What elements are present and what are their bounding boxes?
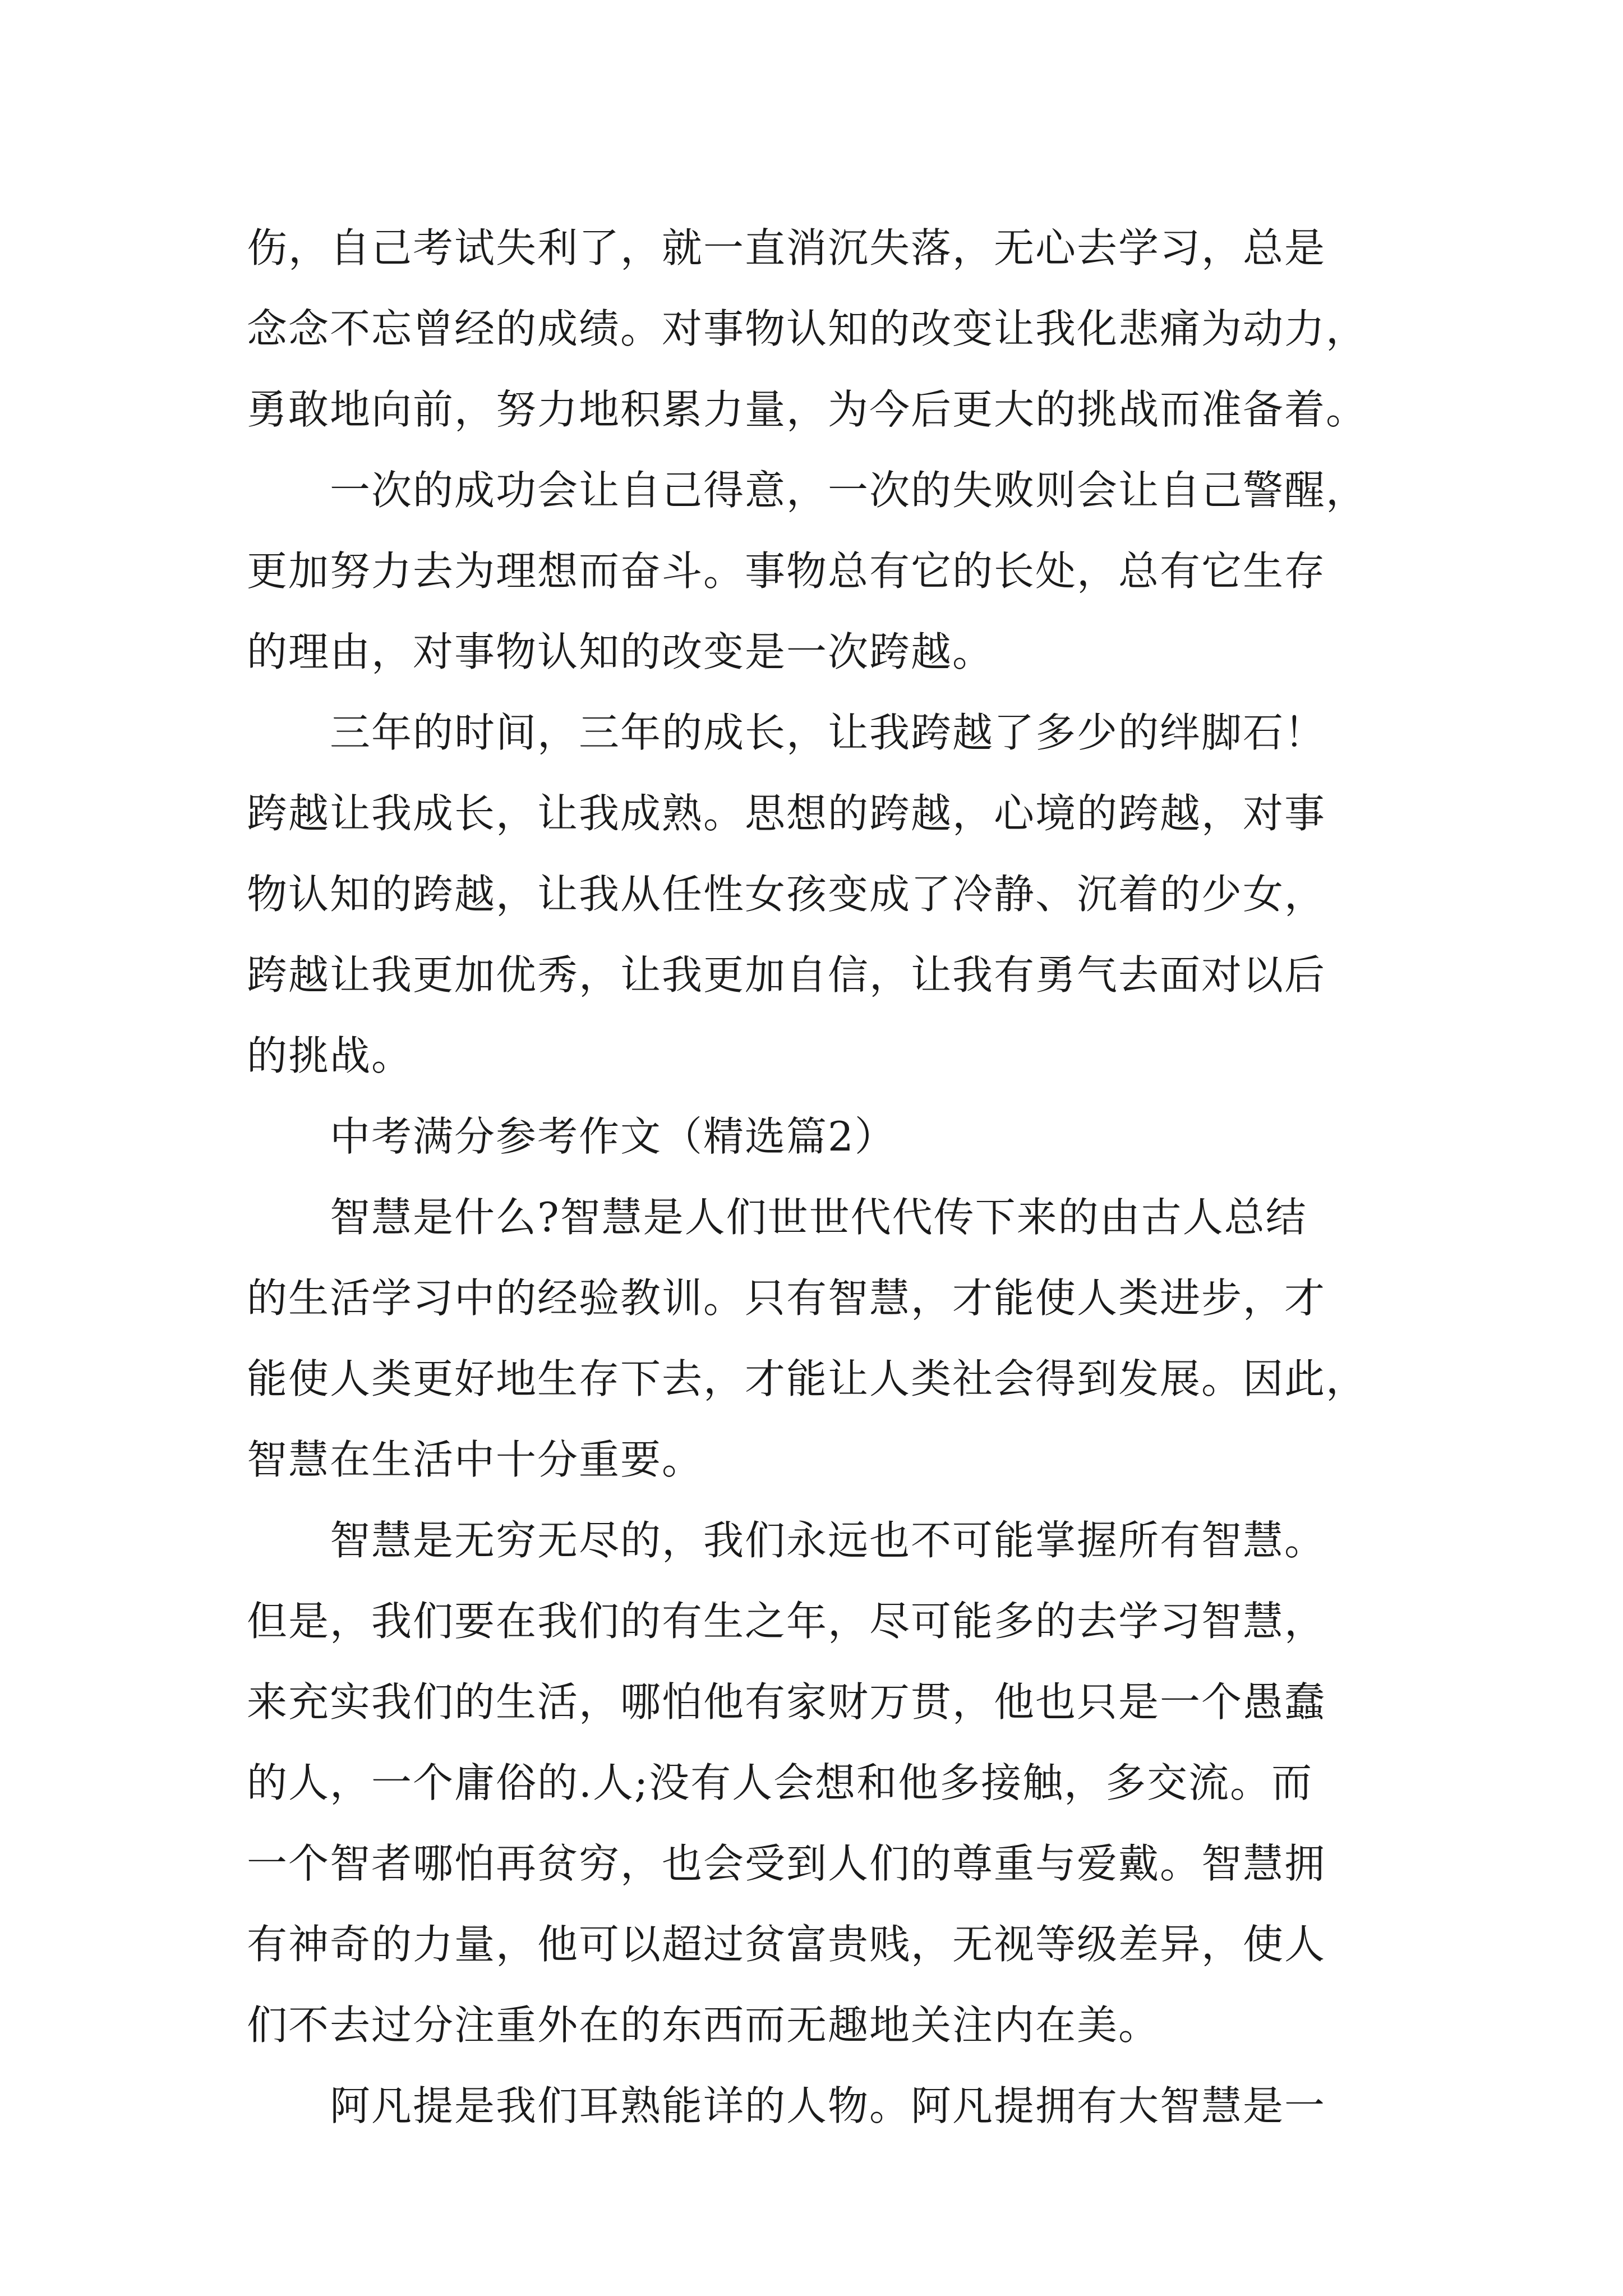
text-line: 伤，自己考试失利了，就一直消沉失落，无心去学习，总是	[247, 224, 1326, 272]
text-line: 勇敢地向前，努力地积累力量，为今后更大的挑战而准备着。	[247, 386, 1368, 433]
text-line: 能使人类更好地生存下去，才能让人类社会得到发展。因此，	[247, 1355, 1368, 1402]
text-line: 但是，我们要在我们的有生之年，尽可能多的去学习智慧，	[247, 1598, 1326, 1645]
text-line: 智慧是无穷无尽的，我们永远也不可能掌握所有智慧。	[247, 1517, 1326, 1564]
section-heading: 中考满分参考作文（精选篇2）	[247, 1113, 896, 1160]
text-line: 的挑战。	[247, 1032, 413, 1079]
text-line: 一个智者哪怕再贫穷，也会受到人们的尊重与爱戴。智慧拥	[247, 1840, 1326, 1887]
text-line: 跨越让我更加优秀，让我更加自信，让我有勇气去面对以后	[247, 951, 1326, 999]
text-line: 智慧是什么?智慧是人们世世代代传下来的由古人总结	[247, 1194, 1307, 1241]
text-line: 们不去过分注重外在的东西而无趣地关注内在美。	[247, 2001, 1160, 2049]
text-line: 念念不忘曾经的成绩。对事物认知的改变让我化悲痛为动力，	[247, 305, 1368, 352]
text-line: 来充实我们的生活，哪怕他有家财万贯，他也只是一个愚蠢	[247, 1678, 1326, 1726]
text-line: 的理由，对事物认知的改变是一次跨越。	[247, 628, 994, 675]
text-line: 的生活学习中的经验教训。只有智慧，才能使人类进步，才	[247, 1274, 1326, 1322]
text-line: 阿凡提是我们耳熟能详的人物。阿凡提拥有大智慧是一	[247, 2082, 1326, 2129]
text-line: 更加努力去为理想而奋斗。事物总有它的长处，总有它生存	[247, 547, 1326, 595]
text-line: 智慧在生活中十分重要。	[247, 1436, 704, 1483]
text-line: 物认知的跨越，让我从任性女孩变成了冷静、沉着的少女，	[247, 871, 1326, 918]
text-line: 有神奇的力量，他可以超过贫富贵贱，无视等级差异，使人	[247, 1921, 1326, 1968]
text-line: 跨越让我成长，让我成熟。思想的跨越，心境的跨越，对事	[247, 790, 1326, 837]
text-line: 一次的成功会让自己得意，一次的失败则会让自己警醒，	[247, 467, 1368, 514]
body-text	[247, 208, 1402, 2146]
text-line: 三年的时间，三年的成长，让我跨越了多少的绊脚石！	[247, 709, 1326, 756]
text-line: 的人，一个庸俗的.人;没有人会想和他多接触，多交流。而	[247, 1759, 1313, 1806]
